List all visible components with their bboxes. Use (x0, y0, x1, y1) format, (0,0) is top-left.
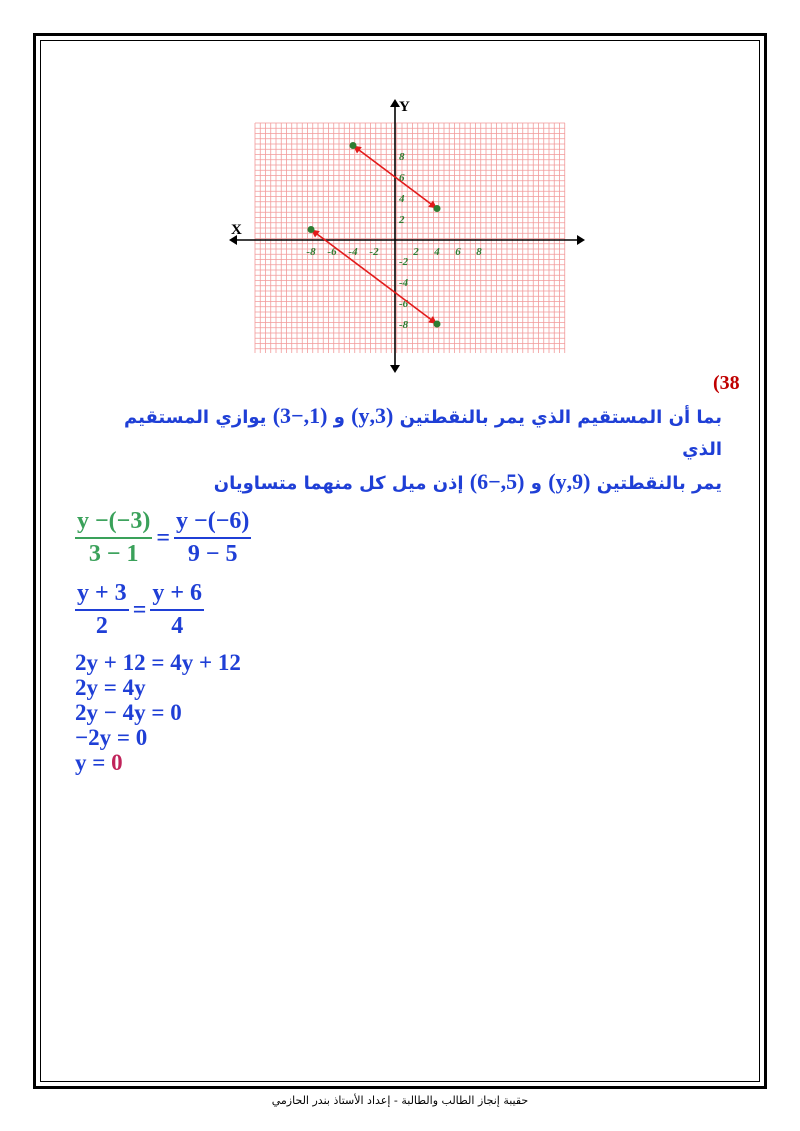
x-tick-label: 8 (476, 246, 482, 258)
fraction-left (75, 580, 129, 640)
question-number: (38 (713, 372, 740, 394)
step-line: 2y − 4y = 0 (75, 700, 182, 725)
point-marker (434, 205, 441, 212)
y-tick-label: 4 (399, 193, 405, 205)
final-value: 0 (111, 750, 123, 775)
slope-equation-2 (75, 580, 204, 640)
equals-sign: = (132, 596, 147, 623)
x-tick-label: 6 (455, 246, 461, 258)
solution-steps (75, 650, 241, 775)
fraction-left (75, 508, 152, 568)
point-5-neg6: (5,−6) (469, 469, 525, 494)
problem-line-1 (82, 400, 722, 466)
problem-text: يمر بالنقطتين (596, 473, 722, 494)
y-axis-arrow (390, 365, 400, 373)
y-tick-label: -6 (399, 298, 409, 310)
numerator: y + 3 (75, 580, 129, 611)
point-1-neg3: (1,−3) (272, 403, 328, 428)
y-axis-label: Y (399, 99, 410, 115)
point-marker (350, 142, 357, 149)
graph-grid (255, 123, 565, 353)
equals-sign: = (156, 524, 171, 551)
y-tick-label: -2 (399, 256, 409, 268)
y-tick-label: 6 (399, 172, 405, 184)
problem-text: بما أن المستقيم الذي يمر بالنقطتين (399, 407, 722, 428)
problem-text: إذن ميل كل منهما متساويان (213, 473, 464, 494)
x-tick-label: 4 (434, 246, 440, 258)
y-tick-label: -4 (399, 277, 409, 289)
y-tick-label: 8 (399, 151, 405, 163)
fraction-right (174, 508, 251, 568)
numerator: y + 6 (150, 580, 204, 611)
numerator: y −(−3) (75, 508, 152, 539)
point-marker (434, 321, 441, 328)
point-marker (308, 226, 315, 233)
final-prefix: y = (75, 750, 106, 775)
denominator: 2 (95, 613, 108, 639)
conjunction: و (530, 473, 542, 494)
step-line: −2y = 0 (75, 725, 148, 750)
final-answer (75, 750, 241, 775)
conjunction: و (333, 407, 345, 428)
fraction-right (150, 580, 204, 640)
x-tick-label: -6 (327, 246, 337, 258)
coordinate-graph (225, 95, 585, 375)
denominator: 4 (171, 613, 184, 639)
problem-statement (82, 400, 722, 500)
problem-line-2 (82, 466, 722, 500)
x-axis-arrow (577, 235, 585, 245)
step-line: 2y + 12 = 4y + 12 (75, 650, 241, 675)
slope-equation-1 (75, 508, 251, 568)
page-footer: حقيبة إنجاز الطالب والطالبة - إعداد الأستاذ بندر الحازمي (271, 1094, 529, 1107)
step-line: 2y = 4y (75, 675, 146, 700)
problem-text: يوازي المستقيم الذي (124, 407, 722, 460)
x-tick-label: -2 (369, 246, 379, 258)
x-tick-label: 2 (413, 246, 419, 258)
x-tick-label: -4 (348, 246, 358, 258)
point-9-y: (9,y) (548, 469, 591, 494)
point-3-y: (3,y) (351, 403, 394, 428)
denominator: 9 − 5 (187, 541, 238, 567)
y-tick-label: 2 (399, 214, 405, 226)
numerator: y −(−6) (174, 508, 251, 539)
x-tick-label: -8 (306, 246, 316, 258)
graph-lines (308, 142, 441, 328)
denominator: 3 − 1 (88, 541, 139, 567)
x-axis-label: X (231, 222, 242, 238)
y-tick-label: -8 (399, 319, 409, 331)
